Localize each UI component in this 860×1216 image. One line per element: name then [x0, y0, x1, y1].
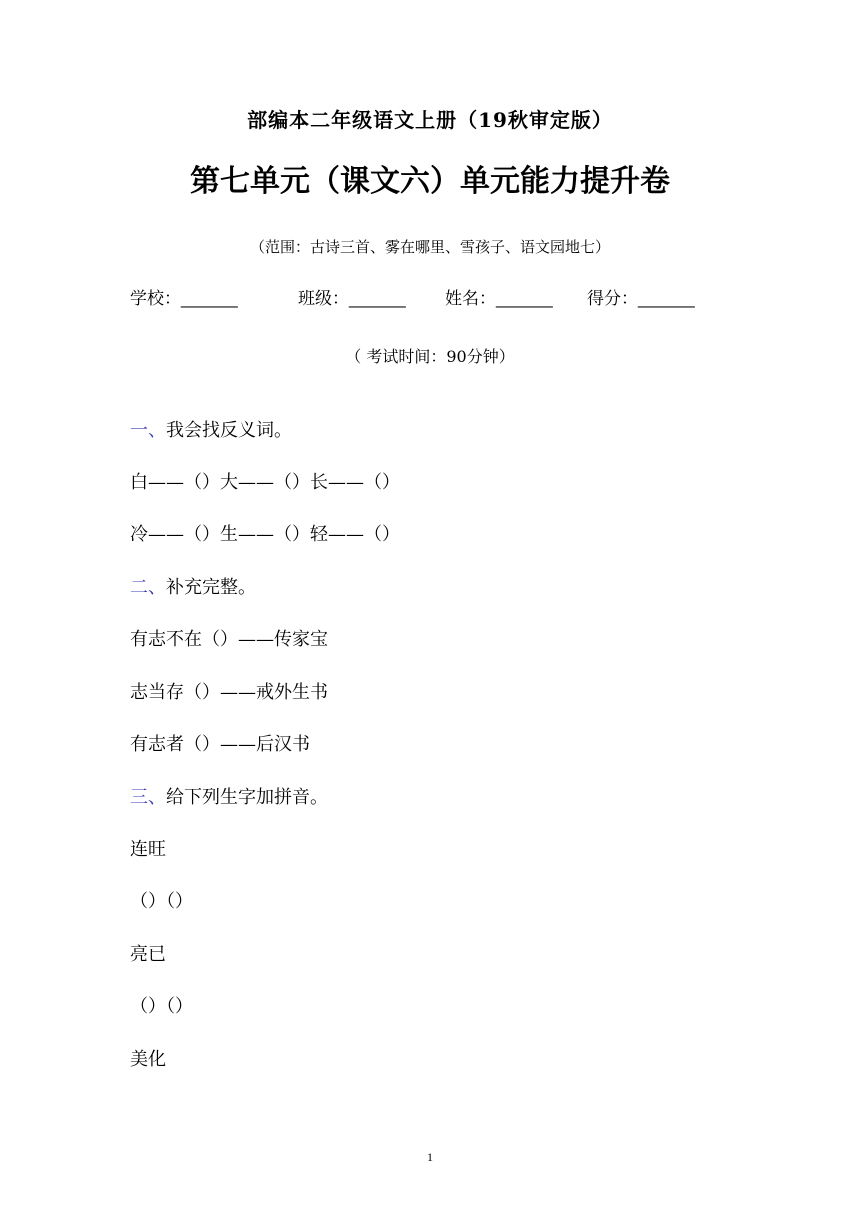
question-line: 连旺: [130, 839, 166, 860]
score-field: 得分：______: [587, 289, 695, 308]
question-line: 冷——（）生——（）轻——（）: [130, 524, 400, 545]
name-field: 姓名：______: [445, 289, 553, 308]
question-line: 美化: [130, 1049, 166, 1070]
section-title: 给下列生字加拼音。: [166, 787, 328, 808]
question-line: 有志不在（）——传家宝: [130, 629, 328, 650]
question-line: 白——（）大——（）长——（）: [130, 472, 400, 493]
section-number: 一、: [130, 420, 166, 441]
section-heading: [130, 573, 256, 599]
section-number: 三、: [130, 787, 166, 808]
answer-blanks: （）（）: [130, 996, 193, 1017]
class-field: 班级：______: [298, 289, 406, 308]
question-line: 志当存（）——戒外生书: [130, 682, 328, 703]
school-field: 学校：______: [130, 289, 238, 308]
question-line: 有志者（）——后汉书: [130, 734, 310, 755]
question-line: 亮已: [130, 944, 166, 965]
section-heading: [130, 783, 328, 809]
answer-blanks: （）（）: [130, 891, 193, 912]
document-supertitle: 部编本二年级语文上册（19秋审定版）: [247, 108, 613, 132]
document-title: 第七单元（课文六）单元能力提升卷: [190, 164, 670, 199]
section-heading: [130, 416, 292, 442]
section-title: 我会找反义词。: [166, 420, 292, 441]
exam-scope: （范围：古诗三首、雾在哪里、雪孩子、语文园地七）: [249, 238, 610, 256]
exam-time: （ 考试时间：90分钟）: [345, 347, 515, 366]
section-number: 二、: [130, 577, 166, 598]
page-number: 1: [427, 1150, 433, 1164]
section-title: 补充完整。: [166, 577, 256, 598]
